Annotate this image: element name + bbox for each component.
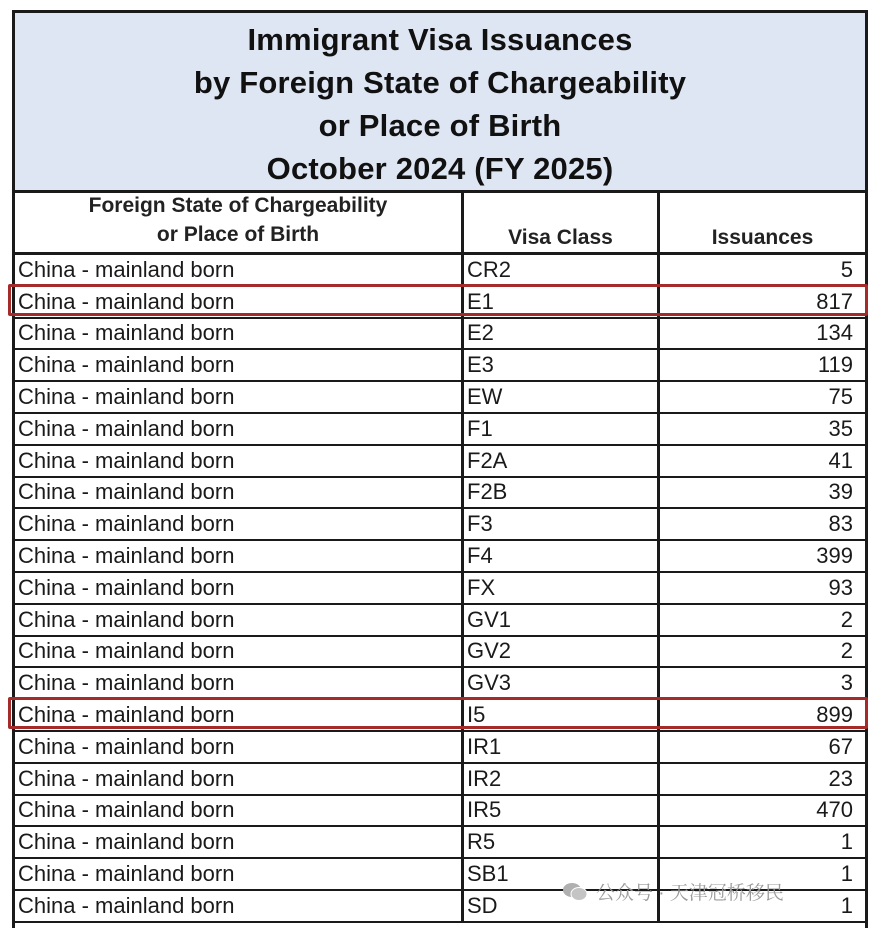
- cell-place-of-birth: China - mainland born: [15, 573, 464, 603]
- cell-visa-class: R5: [464, 827, 660, 857]
- wechat-icon: [562, 882, 588, 902]
- cell-place-of-birth: China - mainland born: [15, 700, 464, 730]
- table-body: [15, 255, 865, 923]
- cell-visa-class: I5: [464, 700, 660, 730]
- cell-visa-class: GV1: [464, 605, 660, 635]
- table-row: [15, 414, 865, 446]
- header-col1-line1: Foreign State of Chargeability: [88, 193, 388, 217]
- table-row: [15, 637, 865, 669]
- cell-place-of-birth: China - mainland born: [15, 541, 464, 571]
- title-line-2: by Foreign State of Chargeability: [193, 64, 687, 100]
- table-row: [15, 350, 865, 382]
- cell-issuances: 3: [840, 670, 853, 696]
- cell-visa-class: CR2: [464, 255, 660, 285]
- cell-issuances: 35: [828, 415, 853, 441]
- cell-issuances: 817: [816, 288, 853, 314]
- cell-visa-class: F4: [464, 541, 660, 571]
- cell-visa-class: GV3: [464, 668, 660, 698]
- title-line-1: Immigrant Visa Issuances: [247, 21, 633, 57]
- cell-issuances: 75: [828, 384, 853, 410]
- cell-place-of-birth: China - mainland born: [15, 637, 464, 667]
- cell-place-of-birth: China - mainland born: [15, 350, 464, 380]
- cell-issuances: 399: [816, 543, 853, 569]
- cell-issuances: 39: [828, 479, 853, 505]
- cell-issuances: 470: [816, 797, 853, 823]
- cell-visa-class: EW: [464, 382, 660, 412]
- table-row: [15, 732, 865, 764]
- title-line-3: or Place of Birth: [318, 107, 562, 143]
- cell-place-of-birth: China - mainland born: [15, 509, 464, 539]
- header-visa-class: Visa Class: [464, 193, 660, 252]
- table-row: [15, 573, 865, 605]
- cell-visa-class: IR5: [464, 796, 660, 826]
- cell-place-of-birth: China - mainland born: [15, 382, 464, 412]
- cell-visa-class: SD: [464, 891, 660, 921]
- table-row: [15, 541, 865, 573]
- table-row: [15, 255, 865, 287]
- table-row: [15, 446, 865, 478]
- cell-visa-class: F3: [464, 509, 660, 539]
- cell-place-of-birth: China - mainland born: [15, 319, 464, 349]
- watermark-account-text: 公众号 · 天津冠桥移民: [596, 883, 784, 904]
- cell-place-of-birth: China - mainland born: [15, 891, 464, 921]
- cell-issuances: 93: [828, 574, 853, 600]
- table-row: [15, 605, 865, 637]
- cell-visa-class: F1: [464, 414, 660, 444]
- watermark: [562, 878, 784, 905]
- table-row: [15, 700, 865, 732]
- header-col1-line2: or Place of Birth: [156, 222, 320, 246]
- cell-visa-class: IR1: [464, 732, 660, 762]
- cell-visa-class: F2B: [464, 478, 660, 508]
- table-row: [15, 796, 865, 828]
- header-issuances: Issuances: [660, 193, 865, 252]
- cell-issuances: 5: [840, 256, 853, 282]
- cell-issuances: 1: [840, 829, 853, 855]
- cell-place-of-birth: China - mainland born: [15, 287, 464, 317]
- cell-visa-class: E1: [464, 287, 660, 317]
- table-row: [15, 319, 865, 351]
- table-row: [15, 287, 865, 319]
- cell-visa-class: SB1: [464, 859, 660, 889]
- cell-place-of-birth: China - mainland born: [15, 446, 464, 476]
- cell-place-of-birth: China - mainland born: [15, 764, 464, 794]
- cell-issuances: 1: [840, 861, 853, 887]
- cell-issuances: 119: [817, 352, 853, 378]
- table-header: [15, 193, 865, 255]
- cell-issuances: 83: [828, 511, 853, 537]
- cell-issuances: 2: [840, 638, 853, 664]
- cell-visa-class: FX: [464, 573, 660, 603]
- cell-issuances: 2: [840, 606, 853, 632]
- cell-place-of-birth: China - mainland born: [15, 859, 464, 889]
- cell-issuances: 134: [816, 320, 853, 346]
- visa-issuance-table: [12, 10, 868, 928]
- cell-place-of-birth: China - mainland born: [15, 668, 464, 698]
- cell-issuances: 67: [828, 733, 853, 759]
- cell-visa-class: GV2: [464, 637, 660, 667]
- table-row: [15, 509, 865, 541]
- table-row: [15, 827, 865, 859]
- header-place-of-birth: [15, 193, 464, 252]
- cell-issuances: 23: [828, 765, 853, 791]
- cell-issuances: 899: [816, 702, 853, 728]
- cell-place-of-birth: China - mainland born: [15, 255, 464, 285]
- title-line-4: October 2024 (FY 2025): [266, 150, 614, 186]
- table-row: [15, 478, 865, 510]
- cell-place-of-birth: China - mainland born: [15, 414, 464, 444]
- cell-place-of-birth: China - mainland born: [15, 796, 464, 826]
- cell-visa-class: E2: [464, 319, 660, 349]
- cell-visa-class: F2A: [464, 446, 660, 476]
- cell-issuances: 1: [840, 892, 853, 918]
- table-row: [15, 382, 865, 414]
- table-row: [15, 764, 865, 796]
- cell-visa-class: E3: [464, 350, 660, 380]
- cell-visa-class: IR2: [464, 764, 660, 794]
- cell-place-of-birth: China - mainland born: [15, 827, 464, 857]
- table-title: [15, 13, 865, 193]
- cell-place-of-birth: China - mainland born: [15, 478, 464, 508]
- cell-issuances: 41: [828, 447, 853, 473]
- table-row: [15, 668, 865, 700]
- cell-place-of-birth: China - mainland born: [15, 732, 464, 762]
- cell-place-of-birth: China - mainland born: [15, 605, 464, 635]
